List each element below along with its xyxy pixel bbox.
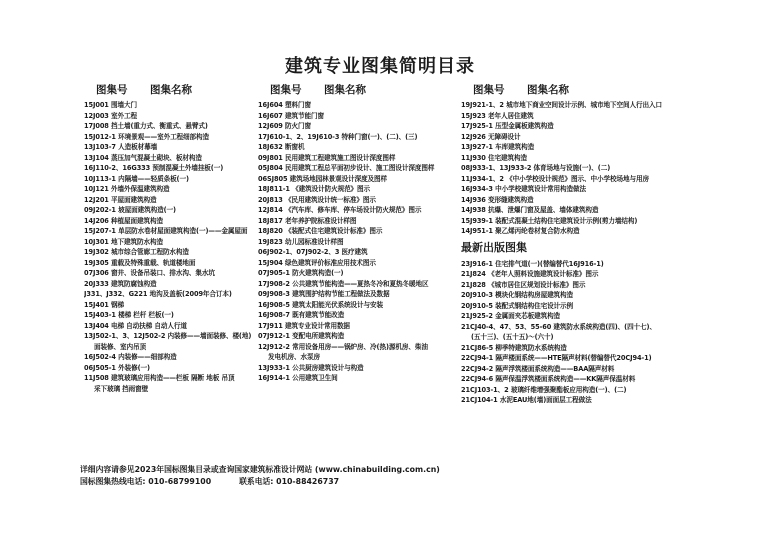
catalog-entry: 16J934-3 中小学校建筑设计常用构造做法 bbox=[461, 185, 587, 193]
catalog-entry: 17J908-2 公共建筑节能构造——夏热冬冷和夏热冬暖地区 bbox=[258, 279, 429, 288]
catalog-entry: 07J905-1 防火建筑构造(一) bbox=[258, 269, 344, 277]
catalog-entry: 采下玻璃 挡雨窗壁 bbox=[94, 384, 149, 393]
catalog-entry: 13J502-1、3、12J502-2 内装修——墙面装修、楼(地) bbox=[84, 332, 252, 340]
catalog-column-1 bbox=[84, 82, 270, 394]
catalog-entry: 15J207-1 单层防水卷材屋面建筑构造(一)——金属屋面 bbox=[84, 227, 248, 235]
new-catalog-entry: 22CJ94-2 隔声浮筑楼面系统构造——BAA隔声材料 bbox=[461, 364, 615, 373]
catalog-entry: 13J927-1 车库建筑构造 bbox=[461, 143, 535, 151]
column-header bbox=[461, 82, 709, 96]
catalog-entry: 16J908-5 建筑太阳能光伏系统设计与安装 bbox=[258, 300, 384, 309]
catalog-entry: 16J604 塑料门窗 bbox=[258, 101, 311, 109]
footer-contacts bbox=[80, 476, 440, 488]
catalog-entry: 12J814 《汽车库、修车库、停车场设计防火规范》图示 bbox=[258, 206, 422, 214]
header-name: 图集名称 bbox=[527, 84, 569, 96]
catalog-entry: 17J008 挡土墙(重力式、衡重式、悬臂式) bbox=[84, 122, 208, 130]
new-catalog-entry: 21CJ86-5 柳季特建筑防水系统构造 bbox=[461, 343, 567, 352]
header-number: 图集号 bbox=[96, 84, 128, 96]
header-name: 图集名称 bbox=[324, 84, 366, 96]
catalog-entry: 19J823 幼儿园标准设计样图 bbox=[258, 237, 344, 246]
catalog-entry: 11J930 住宅建筑构造 bbox=[461, 153, 527, 162]
footer-hotline: 国标图集热线电话: 010-68799100 bbox=[80, 476, 212, 486]
new-catalog-entry: 21J925-2 金属面夹芯板建筑构造 bbox=[461, 312, 561, 320]
catalog-entry: 11J934-1、2 《中小学校设计规范》图示、中小学校场地与用房 bbox=[461, 174, 649, 183]
new-catalog-entry: 23J916-1 住宅排气道(一)(替编替代16J916-1) bbox=[461, 259, 604, 268]
catalog-entry: 15J923 老年人居住建筑 bbox=[461, 111, 534, 120]
catalog-entry: 19J305 重载及特殊重载、轨道楼地面 bbox=[84, 258, 196, 267]
catalog-entry: 19J921-1、2 城市地下商业空间设计示例、城市地下空间人行出入口 bbox=[461, 101, 662, 109]
catalog-entry: 16J607 建筑节能门窗 bbox=[258, 111, 324, 120]
catalog-entry: 10J113-1 内隔墙——轻质条板(一) bbox=[84, 174, 189, 183]
footer-website-note: 详细内容请参见2023年国标图集目录或查询国家建筑标准设计网站 (www.chinabuilding.com.cn) bbox=[80, 465, 440, 474]
catalog-entry: 08J933-1、13J933-2 体育场地与设施(一)、(二) bbox=[461, 164, 611, 172]
new-publications-title: 最新出版图集 bbox=[461, 240, 527, 254]
catalog-entry: 05J804 民用建筑工程总平面初步设计、施工图设计深度图样 bbox=[258, 164, 435, 172]
catalog-entry: 12J201 平屋面建筑构造 bbox=[84, 195, 157, 204]
catalog-list bbox=[461, 100, 709, 237]
catalog-entry: 16J914-1 公用建筑卫生间 bbox=[258, 374, 338, 382]
catalog-entry: 06SJ805 建筑场地园林景观设计深度及图样 bbox=[258, 174, 388, 183]
catalog-entry: 16J908-7 既有建筑节能改造 bbox=[258, 311, 345, 319]
catalog-entry: 15J012-1 环境景观——室外工程细部构造 bbox=[84, 132, 210, 141]
column-header bbox=[258, 82, 458, 96]
catalog-entry: 18J632 断窗机 bbox=[258, 143, 305, 151]
catalog-entry: 17J925-1 压型金属板建筑构造 bbox=[461, 122, 554, 130]
catalog-entry: 10J121 外墙外保温建筑构造 bbox=[84, 185, 170, 193]
catalog-entry: 17J610-1、2、19J610-3 特种门窗(一)、(二)、(三) bbox=[258, 132, 418, 141]
catalog-entry: 15J001 围墙大门 bbox=[84, 101, 137, 109]
new-catalog-entry: 20J910-5 装配式钢结构住宅设计示例 bbox=[461, 301, 574, 310]
catalog-entry: 14J938 抗爆、泄爆门窗及屋盖、墙体建筑构造 bbox=[461, 206, 599, 214]
catalog-entry: 09J202-1 坡屋面建筑构造(一) bbox=[84, 206, 176, 214]
catalog-list bbox=[258, 100, 458, 384]
catalog-entry: 11J508 建筑玻璃应用构造——栏板 隔断 地板 吊顶 bbox=[84, 374, 235, 382]
catalog-entry: 18J820 《装配式住宅建筑设计标准》图示 bbox=[258, 227, 383, 235]
catalog-entry: J331、J332、G221 地沟及盖板(2009年合订本) bbox=[84, 290, 232, 298]
catalog-entry: 20J333 建筑防腐蚀构造 bbox=[84, 279, 157, 288]
catalog-entry: 09J801 民用建筑工程建筑施工图设计深度图样 bbox=[258, 153, 396, 162]
catalog-entry: 13J103-7 人造板材幕墙 bbox=[84, 143, 158, 151]
new-catalog-entry: 21J824 《老年人照料设施建筑设计标准》图示 bbox=[461, 270, 599, 278]
new-catalog-entry: (五十三)、(五十五)～(六十) bbox=[471, 333, 554, 341]
catalog-column-2 bbox=[258, 82, 458, 384]
footer-service-phone: 联系电话: 010-88426737 bbox=[239, 476, 340, 486]
catalog-entry: 07J912-1 变配电所建筑构造 bbox=[258, 332, 345, 340]
catalog-entry: 12J926 无障碍设计 bbox=[461, 132, 521, 141]
catalog-entry: 15J403-1 楼梯 栏杆 栏板(一) bbox=[84, 311, 174, 319]
catalog-entry: 面装修、室内吊顶 bbox=[94, 342, 146, 351]
catalog-entry: 06J505-1 外装修(一) bbox=[84, 363, 150, 372]
catalog-entry: 16J110-2、16G333 预制混凝土外墙挂板(一) bbox=[84, 164, 224, 172]
catalog-entry: 14J206 种植屋面建筑构造 bbox=[84, 216, 163, 225]
catalog-entry: 发电机房、水泵房 bbox=[268, 353, 320, 361]
header-number: 图集号 bbox=[473, 84, 505, 96]
catalog-entry: 07J306 窗井、设备吊装口、排水沟、集水坑 bbox=[84, 269, 215, 277]
catalog-entry: 15J939-1 装配式混凝土结构住宅建筑设计示例(剪力墙结构) bbox=[461, 216, 638, 225]
catalog-entry: 13J104 蒸压加气混凝土砌块、板材构造 bbox=[84, 153, 202, 162]
new-catalog-entry: 21CJ104-1 水泥EAU地(墙)面面层工程做法 bbox=[461, 396, 592, 404]
footer bbox=[80, 464, 440, 487]
catalog-entry: 17J911 建筑专业设计常用数据 bbox=[258, 321, 350, 330]
catalog-column-3 bbox=[461, 82, 709, 406]
column-header bbox=[84, 82, 270, 96]
new-catalog-entry: 22CJ94-1 隔声楼面系统——HTE隔声材料(替编替代20CJ94-1) bbox=[461, 354, 652, 362]
catalog-entry: 14J936 变形缝建筑构造 bbox=[461, 195, 534, 204]
new-catalog-entry: 21CJ40-4、47、53、55-60 建筑防水系统构造(四)、(四十七)、 bbox=[461, 322, 656, 331]
catalog-entry: 20J813 《民用建筑设计统一标准》图示 bbox=[258, 195, 376, 204]
catalog-entry: 12J003 室外工程 bbox=[84, 111, 137, 120]
catalog-entry: 19J302 城市综合管廊工程防水构造 bbox=[84, 248, 189, 256]
catalog-entry: 18J811-1 《建筑设计防火规范》图示 bbox=[258, 185, 371, 193]
catalog-entry: 18J817 老年养护院标准设计样图 bbox=[258, 216, 357, 225]
catalog-entry: 12J609 防火门窗 bbox=[258, 122, 311, 130]
new-catalog-entry: 20J910-3 模块化钢结构房屋建筑构造 bbox=[461, 291, 574, 299]
catalog-entry: 10J301 地下建筑防水构造 bbox=[84, 237, 163, 246]
catalog-entry: 09J908-3 建筑围护结构节能工程做法及数据 bbox=[258, 290, 390, 298]
new-publications-list bbox=[461, 259, 709, 406]
new-catalog-entry: 21J828 《城市居住区规划设计标准》图示 bbox=[461, 280, 586, 289]
catalog-entry: 13J404 电梯 自动扶梯 自动人行道 bbox=[84, 321, 187, 330]
catalog-entry: 13J933-1 公共厨房建筑设计与构造 bbox=[258, 363, 364, 372]
catalog-entry: 15J401 钢梯 bbox=[84, 300, 124, 309]
catalog-entry: 16J502-4 内装修——细部构造 bbox=[84, 353, 177, 361]
catalog-entry: 06J902-1、07J902-2、3 医疗建筑 bbox=[258, 248, 368, 256]
catalog-entry: 12J912-2 常用设备用房——锅炉房、冷(热)源机房、柴油 bbox=[258, 342, 428, 351]
catalog-entry: 14J951-1 聚乙烯丙纶卷材复合防水构造 bbox=[461, 227, 580, 235]
catalog-entry: 15J904 绿色建筑评价标准应用技术图示 bbox=[258, 258, 376, 267]
new-catalog-entry: 22CJ94-6 隔声保温浮筑楼面系统构造——KK隔声保温材料 bbox=[461, 375, 636, 383]
header-number: 图集号 bbox=[270, 84, 302, 96]
page-title: 建筑专业图集简明目录 bbox=[285, 56, 475, 77]
catalog-list bbox=[84, 100, 270, 394]
header-name: 图集名称 bbox=[150, 84, 192, 96]
new-catalog-entry: 21CJ103-1、2 玻璃纤维增强聚酯板应用构造(一)、(二) bbox=[461, 385, 627, 394]
